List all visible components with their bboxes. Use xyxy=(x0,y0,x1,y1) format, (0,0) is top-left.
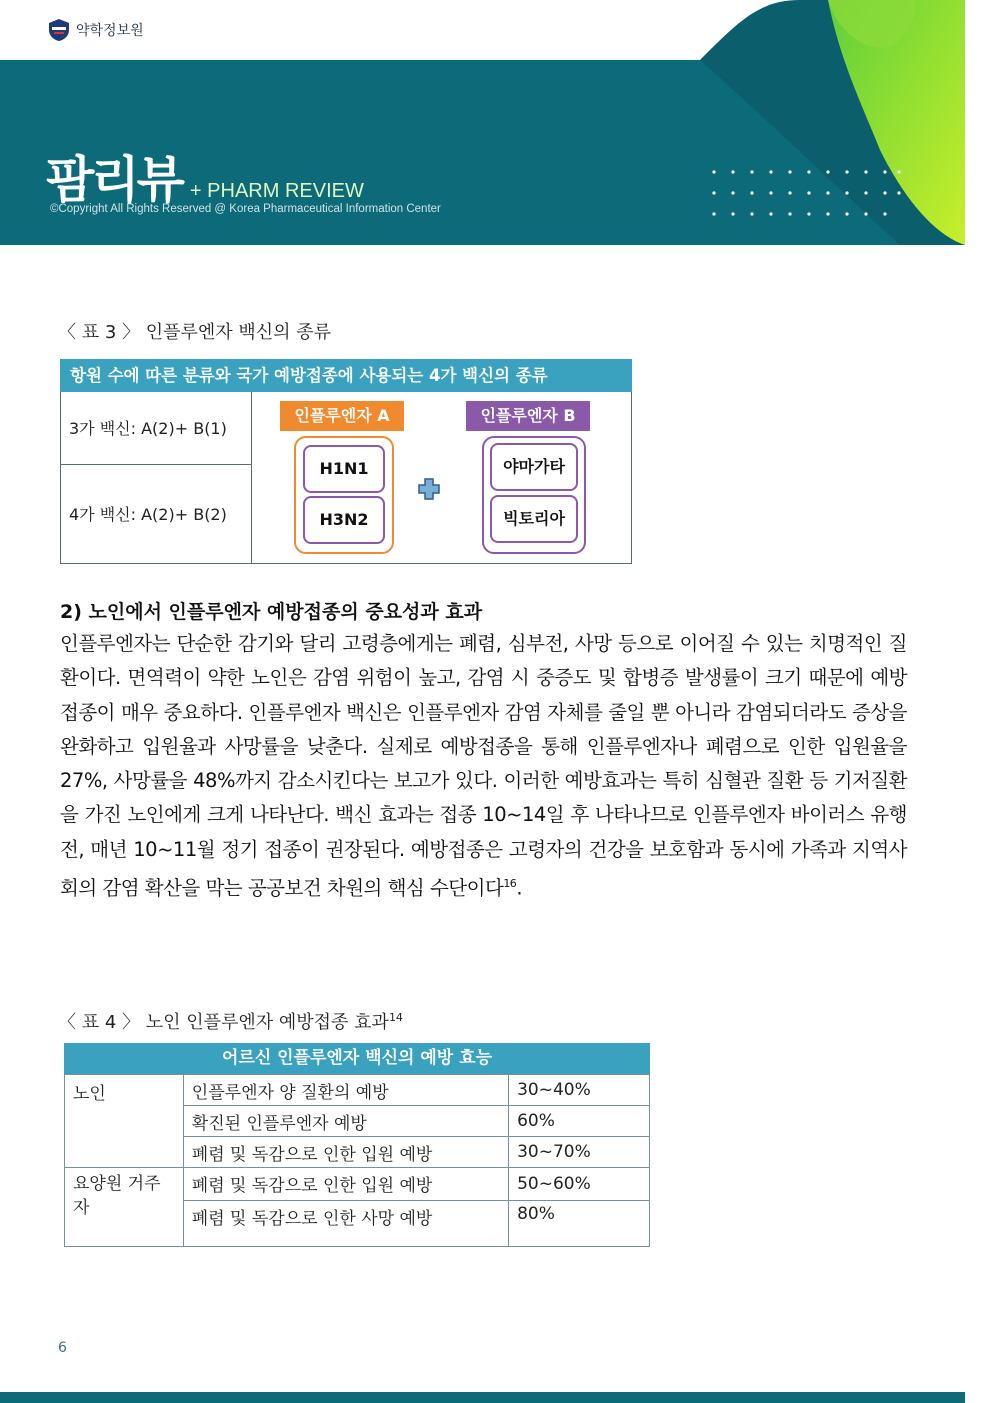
group-elderly: 노인 xyxy=(65,1075,184,1168)
outcome-cell: 폐렴 및 독감으로 인한 사망 예방 xyxy=(183,1200,508,1246)
org-name: 약학정보원 xyxy=(76,23,144,39)
reference-16: 16 xyxy=(503,877,517,891)
shield-icon xyxy=(48,18,70,42)
brand-plus: + xyxy=(189,180,202,202)
brand-kr: 팜리뷰 xyxy=(46,151,182,209)
outcome-cell: 폐렴 및 독감으로 인한 입원 예방 xyxy=(183,1168,508,1201)
paragraph-text: 인플루엔자는 단순한 감기와 달리 고령층에게는 폐렴, 심부전, 사망 등으로 이어질 수 있는 치명적인 질환이다. 면역력이 약한 노인은 감염 위험이 높고, 감염 시 중증도 및 합병증 발생률이 크기 때문에 예방접종이 매우 중요하다. 인플루엔자 백신은 인플루엔자 감염 자체를 줄일 뿐 아니라 감염되더라도 증상을 완화하고 입원율과 사망률을 낮춘다. 실제로 예방접종을 통해 인플루엔자나 폐렴으로 인한 입원율을 27%, 사망률을 48%까지 감소시킨다는 보고가 있다. 이러한 예방효과는 특히 심혈관 질환 등 기저질환을 가진 노인에게 크게 나타난다. 백신 효과는 접종 10~14일 후 나타나므로 인플루엔자 바이러스 유행 전, 매년 10~11월 정기 접종이 권장된다. 예방접종은 고령자의 건강을 보호함과 동시에 가족과 지역사회의 감염 확산을 막는 공공보건 차원의 핵심 수단이다 xyxy=(60,632,907,900)
table3 xyxy=(60,359,632,564)
outcome-cell: 확진된 인플루엔자 예방 xyxy=(183,1106,508,1137)
table4 xyxy=(64,1043,650,1247)
paragraph-end: . xyxy=(516,876,523,900)
outcome-cell: 폐렴 및 독감으로 인한 입원 예방 xyxy=(183,1137,508,1168)
footer-bar xyxy=(0,1392,965,1403)
page-number: 6 xyxy=(58,1340,67,1356)
page-header xyxy=(0,0,992,245)
table4-caption-text: 〈 표 4 〉 노인 인플루엔자 예방접종 효과 xyxy=(58,1012,389,1033)
table4-caption xyxy=(58,1008,403,1034)
table-row xyxy=(65,1168,650,1201)
section-title: 2) 노인에서 인플루엔자 예방접종의 중요성과 효과 xyxy=(60,601,483,623)
value-cell: 30~40% xyxy=(509,1075,650,1106)
strain-h3n2: H3N2 xyxy=(303,496,385,544)
table3-header: 항원 수에 따른 분류와 국가 예방접종에 사용되는 4가 백신의 종류 xyxy=(60,359,632,392)
value-cell: 60% xyxy=(509,1106,650,1137)
table4-header: 어르신 인플루엔자 백신의 예방 효능 xyxy=(64,1043,650,1074)
plus-icon xyxy=(417,477,441,501)
strain-victoria: 빅토리아 xyxy=(490,495,578,543)
outcome-cell: 인플루엔자 양 질환의 예방 xyxy=(183,1075,508,1106)
group-nursing-home: 요양원 거주자 xyxy=(65,1168,184,1247)
value-cell: 50~60% xyxy=(509,1168,650,1201)
strain-yamagata: 야마가타 xyxy=(490,443,578,491)
influenza-b-label: 인플루엔자 B xyxy=(466,401,590,431)
table3-row-quadrivalent: 4가 백신: A(2)+ B(2) xyxy=(60,465,252,564)
value-cell: 30~70% xyxy=(509,1137,650,1168)
table4-body xyxy=(64,1074,650,1247)
copyright-notice: ©Copyright All Rights Reserved @ Korea Pharmaceutical Information Center xyxy=(50,203,441,215)
table3-caption: 〈 표 3 〉 인플루엔자 백신의 종류 xyxy=(58,322,332,343)
brand-en: PHARM REVIEW xyxy=(207,180,364,202)
value-cell: 80% xyxy=(509,1200,650,1246)
reference-14: 14 xyxy=(388,1011,403,1024)
table-row xyxy=(65,1075,650,1106)
section-paragraph xyxy=(60,627,907,906)
table3-row-trivalent: 3가 백신: A(2)+ B(1) xyxy=(60,392,252,465)
brand-title xyxy=(46,140,364,212)
org-logo xyxy=(48,18,144,42)
strain-h1n1: H1N1 xyxy=(303,445,385,493)
influenza-a-label: 인플루엔자 A xyxy=(280,401,404,431)
